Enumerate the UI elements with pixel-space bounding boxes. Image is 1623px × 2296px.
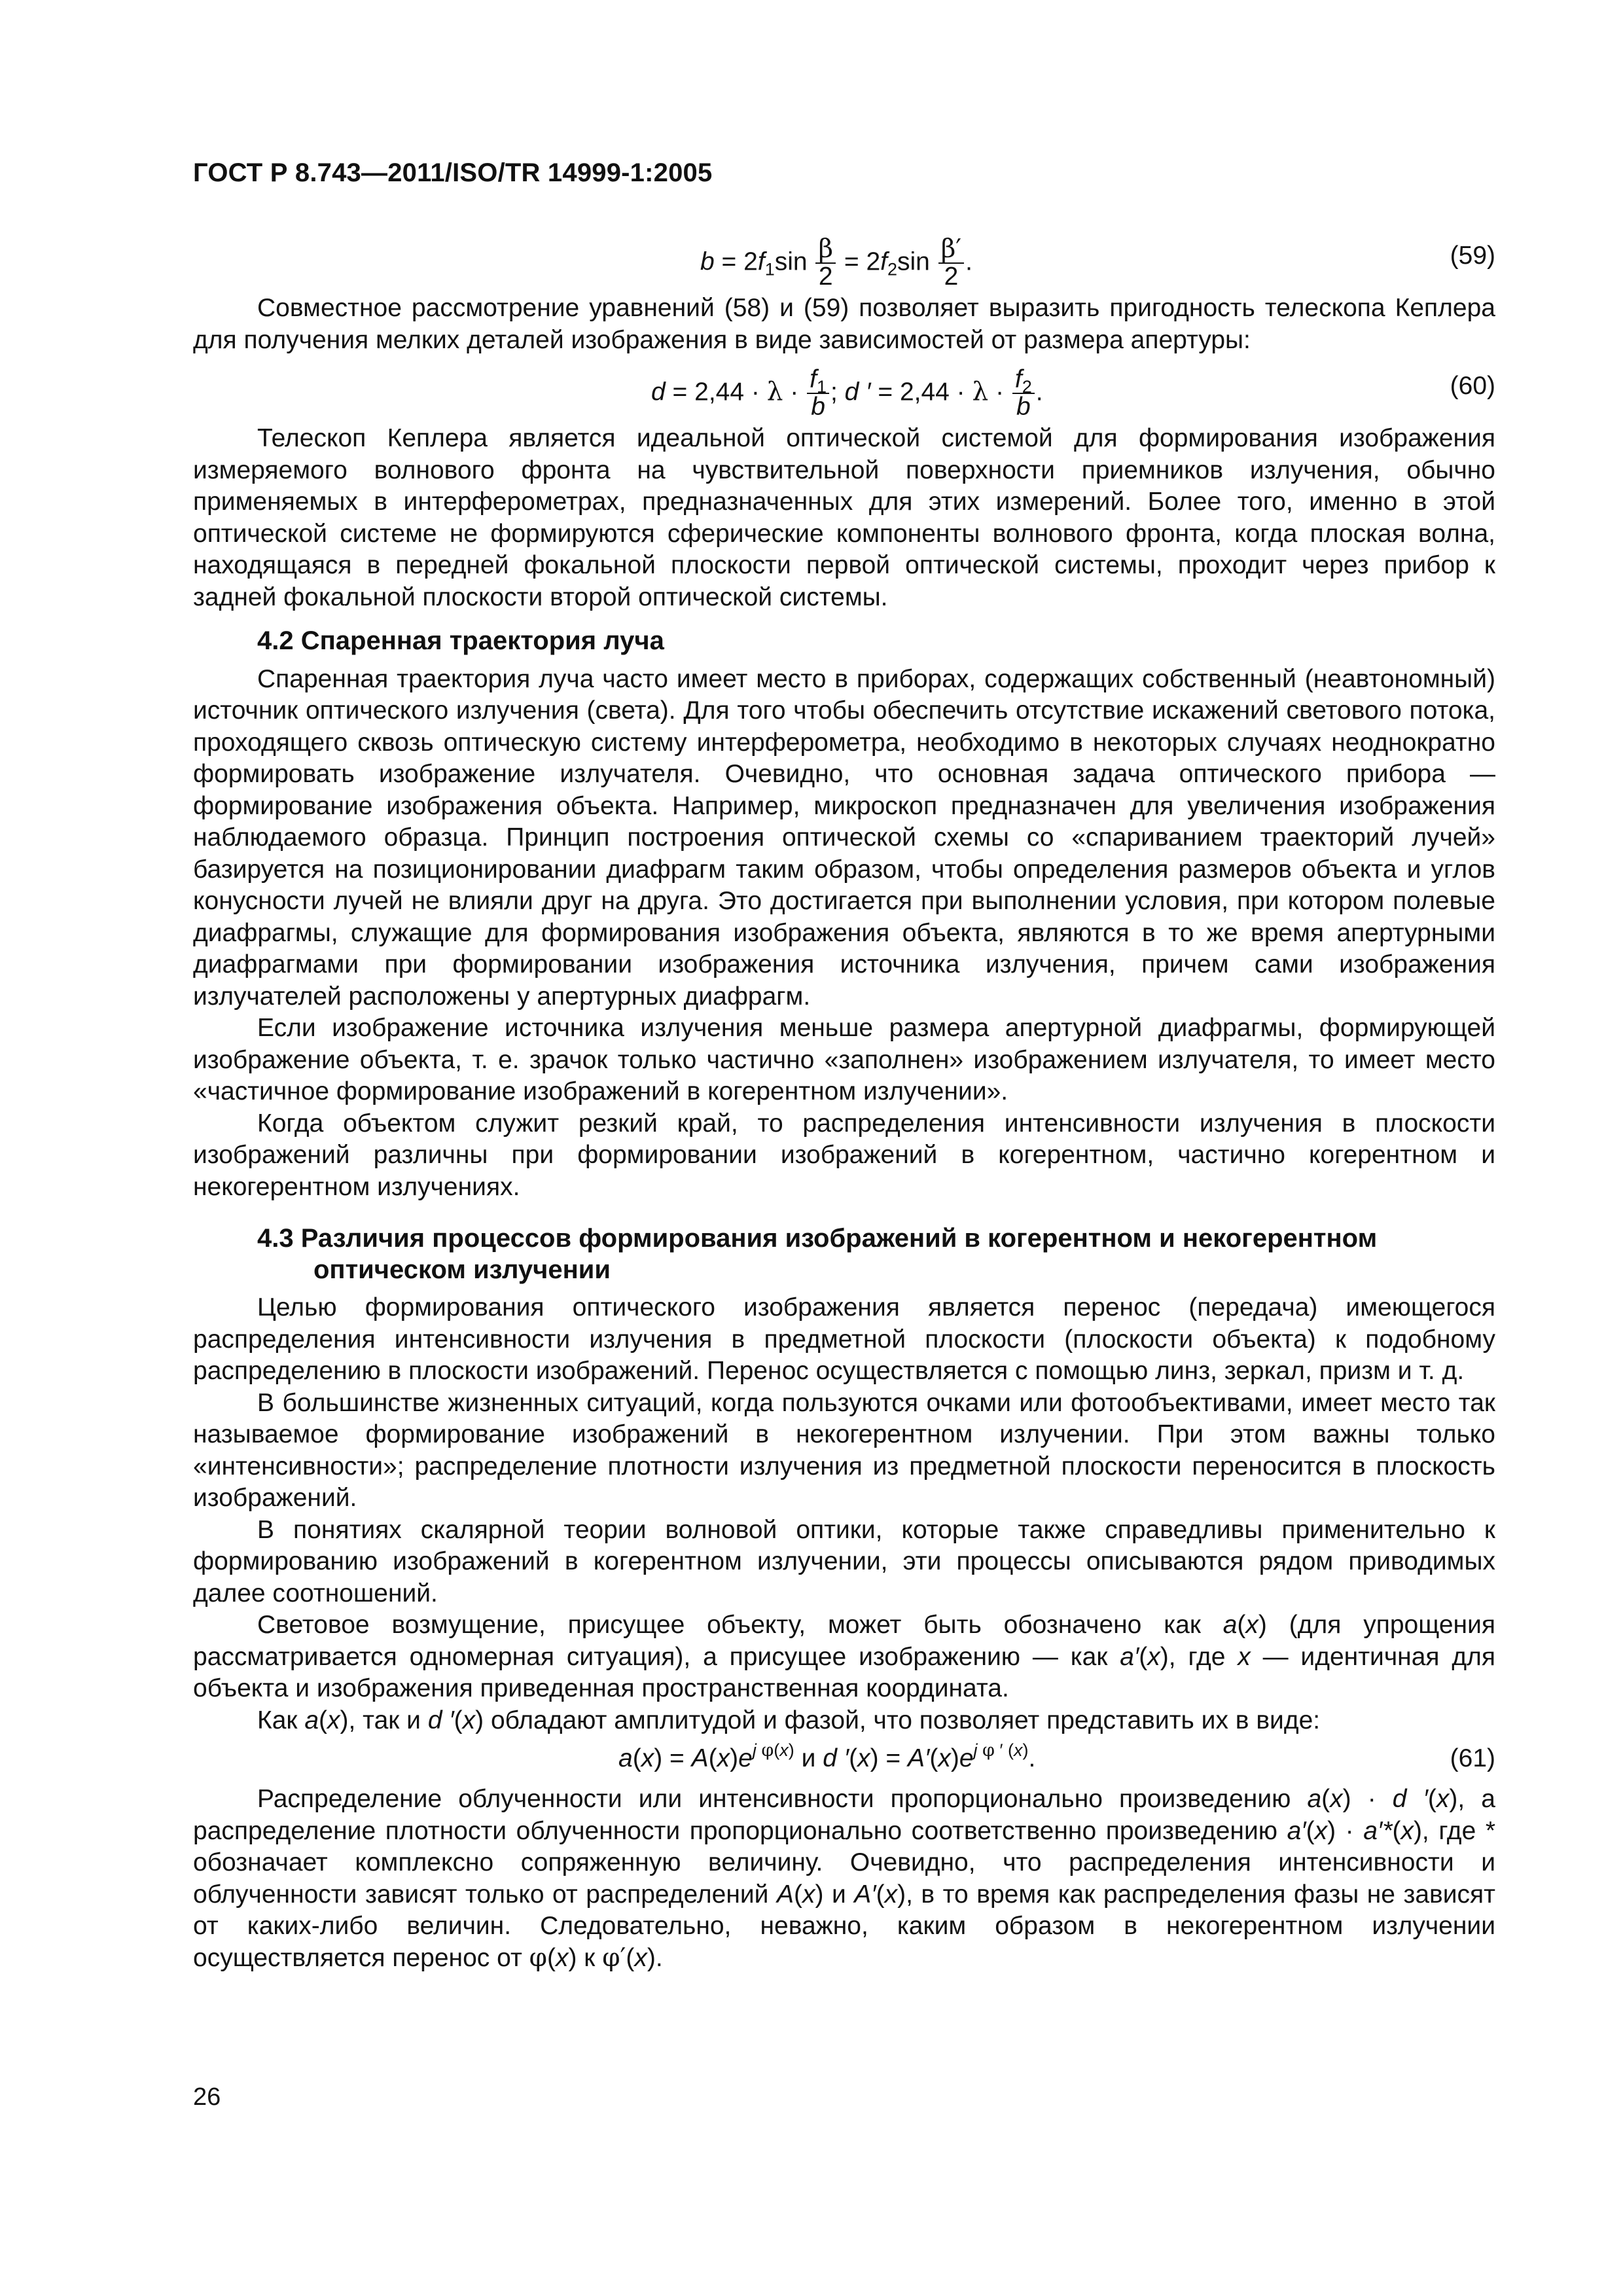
- page-number: 26: [193, 2083, 221, 2111]
- section-heading-4-2: 4.2 Спаренная траектория луча: [257, 626, 664, 655]
- paragraph-2: Телескоп Кеплера является идеальной оптической системой для формирования изображения измеряемого волнового фронта на чувствительной поверхности приемников излучения, обычно применяемых в интерферометрах, предназначенных для этих измерений. Более того, именно в этой оптической системе не формируются сферические компоненты волнового фронта, когда плоская волна, находящаяся в передней фокальной плоскости первой оптической системы, проходит через прибор к задней фокальной плоскости второй оптической системы.: [193, 424, 1495, 611]
- equation-number-60: (60): [1450, 372, 1495, 400]
- equation-59: [193, 230, 1495, 289]
- fraction-betaprime-2: $\frac{\beta'}{2}$: [938, 236, 964, 290]
- paragraph-9: Световое возмущение, присущее объекту, может быть обозначено как a(x) (для упрощения рассматривается одномерная ситуация), а присущее изображению — как a′(x), где x — идентичная для объекта и изображения приведенная пространственная координата.: [193, 1611, 1495, 1702]
- equation-60-formula: d = 2,44 · λ · $\frac{f_1}{b}$ ; d ′ = 2,44 · λ · $\frac{f_2}{b}$ .: [651, 365, 1043, 421]
- paragraph-6: Целью формирования оптического изображения является перенос (передача) имеющегося распределения интенсивности излучения в предметной плоскости (плоскости объекта) к подобному распределению в плоскости изображений. Перенос осуществляется с помощью линз, зеркал, призм и т. д.: [193, 1293, 1495, 1385]
- document-header: ГОСТ Р 8.743—2011/ISO/TR 14999-1:2005: [193, 158, 713, 187]
- document-body: [193, 0, 1495, 1974]
- paragraph-1: Совместное рассмотрение уравнений (58) и (59) позволяет выразить пригодность телескопа Кеплера для получения мелких деталей изображения в виде зависимостей от размера апертуры:: [193, 294, 1495, 354]
- equation-61-formula: $a(x) = A(x)e^{j \varphi(x)}$ и d $'(x) = A'(x)e^{j \varphi ' (x)}$.: [618, 1740, 1036, 1772]
- equation-59-formula: $b = 2f_1\sin$ $\frac{\beta}{2}$ = $2f_2\sin$ $\frac{\beta'}{2}$ .: [700, 234, 972, 291]
- paragraph-5: Когда объектом служит резкий край, то распределения интенсивности излучения в плоскости изображений различны при формировании изображений в когерентном, частично когерентном и некогерентном излучениях.: [193, 1109, 1495, 1201]
- paragraph-3: Спаренная траектория луча часто имеет место в приборах, содержащих собственный (неавтономный) источник оптического излучения (света). Для того чтобы обеспечить отсутствие искажений светового потока, проходящего сквозь оптическую систему интерферометра, необходимо в некоторых случаях неоднократно формировать изображение излучателя. Очевидно, что основная задача оптического прибора — формирование изображения объекта. Например, микроскоп предназначен для увеличения изображения наблюдаемого образца. Принцип построения оптической схемы со «спариванием траекторий лучей» базируется на позиционировании диафрагм таким образом, чтобы определения размеров объекта и углов конусности лучей не влияли друг на друга. Это достигается при выполнении условия, при котором полевые диафрагмы, служащие для формирования изображения объекта, являются в то же время апертурными диафрагмами при формировании изображения источника излучения, причем сами изображения излучателей расположены у апертурных диафрагм.: [193, 664, 1495, 1011]
- paragraph-7: В большинстве жизненных ситуаций, когда пользуются очками или фотообъективами, имеет место так называемое формирование изображений в некогерентном излучении. При этом важны только «интенсивности»; распределение плотности излучения из предметной плоскости переносится в плоскость изображений.: [193, 1388, 1495, 1512]
- section-heading-4-3: 4.3 Различия процессов формирования изображений в когерентном и некогерентном оптическом излучении: [257, 1224, 1378, 1284]
- equation-number-61: (61): [1450, 1744, 1495, 1772]
- equation-number-59: (59): [1450, 242, 1495, 270]
- paragraph-10: Как a(x), так и d ′(x) обладают амплитудой и фазой, что позволяет представить их в виде:: [257, 1706, 1321, 1734]
- paragraph-8: В понятиях скалярной теории волновой оптики, которые также справедливы применительно к формированию изображений в когерентном излучении, эти процессы описываются рядом приводимых далее соотношений.: [193, 1515, 1495, 1607]
- equation-61: [193, 1740, 1495, 1780]
- paragraph-4: Если изображение источника излучения меньше размера апертурной диафрагмы, формирующей изображение объекта, т. е. зрачок только частично «заполнен» изображением излучателя, то имеет место «частичное формирование изображений в когерентном излучении».: [193, 1014, 1495, 1105]
- fraction-f1-b: $\frac{f_1}{b}$: [807, 367, 829, 420]
- fraction-f2-b: $\frac{f_2}{b}$: [1012, 367, 1035, 420]
- equation-60: [193, 360, 1495, 419]
- fraction-beta-2: $\frac{\beta}{2}$: [815, 236, 836, 290]
- top-spacer: [193, 0, 1495, 226]
- paragraph-11: Распределение облученности или интенсивности пропорционально произведению a(x) · d ′(x), а распределение плотности облученности пропорционально соответственно произведению a′(x) · a′*(x), где * обозначает комплексно сопряженную величину. Очевидно, что распределения интенсивности и облученности зависят только от распределений A(x) и A′(x), в то время как распределения фазы не зависят от каких-либо величин. Следовательно, неважно, каким образом в некогерентном излучении осуществляется перенос от φ(x) к φ′(x).: [193, 1785, 1496, 1973]
